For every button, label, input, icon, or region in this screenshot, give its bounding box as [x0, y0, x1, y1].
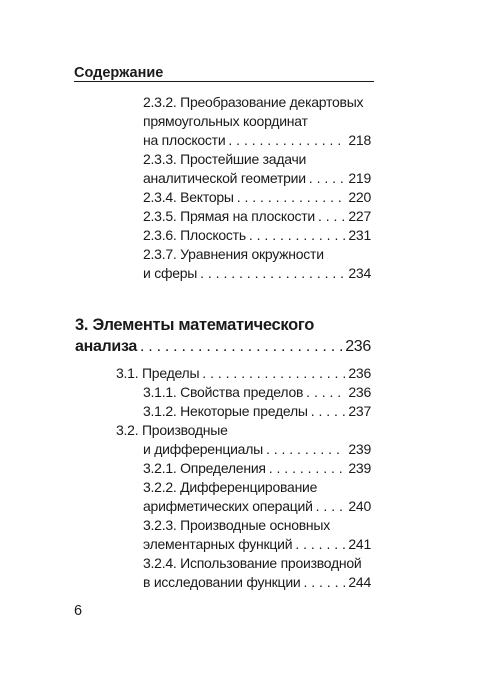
toc-entry[interactable] — [143, 207, 371, 226]
toc-entry-title: 2.3.5. Прямая на плоскости — [143, 208, 315, 224]
dot-leader — [140, 336, 342, 358]
toc-entry-title: 3.1.2. Некоторые пределы — [143, 403, 308, 419]
toc-entry-title: в исследовании функции — [143, 574, 301, 590]
toc-entry-title: и дифференциалы — [143, 441, 263, 457]
toc-entry[interactable] — [116, 364, 371, 383]
toc-entry-title: 3.2.1. Определения — [143, 460, 266, 476]
dot-leader — [318, 207, 345, 226]
toc-entry-page: 231 — [348, 227, 371, 243]
dot-leader — [316, 497, 346, 516]
toc-entry-title: 2.3.4. Векторы — [143, 189, 234, 205]
toc-line: 2.3.7. Уравнения окружности — [143, 246, 324, 262]
running-header: Содержание — [74, 65, 164, 81]
toc-entry[interactable] — [143, 497, 371, 516]
toc-entry-page: 227 — [348, 208, 371, 224]
toc-line: прямоугольных координат — [143, 113, 308, 129]
page-number: 6 — [74, 603, 83, 619]
dot-leader — [237, 188, 346, 207]
toc-line: 3.2.4. Использование производной — [143, 555, 362, 571]
toc-entry-page: 220 — [348, 189, 371, 205]
toc-entry-title: арифметических операций — [143, 498, 313, 514]
dot-leader — [311, 402, 346, 421]
toc-entry[interactable] — [143, 131, 371, 150]
dot-leader — [228, 131, 345, 150]
dot-leader — [295, 535, 345, 554]
chapter-page: 236 — [345, 338, 371, 355]
toc-line: 3.2.3. Производные основных — [143, 517, 330, 533]
toc-entry-page: 239 — [348, 460, 371, 476]
toc-entry[interactable] — [143, 264, 371, 283]
chapter-title: 3. Элементы математического — [75, 316, 315, 334]
dot-leader — [200, 264, 345, 283]
toc-entry-page: 236 — [348, 384, 371, 400]
toc-entry-title: 3.1.1. Свойства пределов — [143, 384, 304, 400]
toc-entry[interactable] — [143, 459, 371, 478]
toc-line: 2.3.3. Простейшие задачи — [143, 151, 307, 167]
dot-leader — [249, 226, 346, 245]
toc-entry-title: и сферы — [143, 265, 198, 281]
toc-entry-title: 3.1. Пределы — [116, 365, 200, 381]
toc-entry-page: 234 — [348, 265, 371, 281]
toc-entry-page: 241 — [348, 536, 371, 552]
toc-entry[interactable] — [143, 188, 371, 207]
toc-entry-title: элементарных функций — [143, 536, 293, 552]
dot-leader — [303, 573, 345, 592]
toc-entry[interactable] — [143, 440, 371, 459]
dot-leader — [266, 440, 345, 459]
toc-line: 2.3.2. Преобразование декартовых — [143, 94, 364, 110]
toc-entry[interactable] — [143, 573, 371, 592]
toc-line: 3.2. Производные — [116, 422, 228, 438]
toc-entry-title: аналитической геометрии — [143, 170, 306, 186]
toc-entry-page: 239 — [348, 441, 371, 457]
dot-leader — [202, 364, 345, 383]
toc-entry-page: 240 — [348, 498, 371, 514]
dot-leader — [306, 383, 345, 402]
toc-entry-title: на плоскости — [143, 132, 226, 148]
toc-entry-page: 218 — [348, 132, 371, 148]
toc-entry-title: 2.3.6. Плоскость — [143, 227, 246, 243]
toc-entry-page: 236 — [348, 365, 371, 381]
toc-entry-page: 219 — [348, 170, 371, 186]
toc-entry[interactable] — [143, 402, 371, 421]
toc-entry[interactable] — [143, 535, 371, 554]
dot-leader — [309, 169, 346, 188]
toc-entry[interactable] — [143, 226, 371, 245]
toc-entry-page: 244 — [348, 574, 371, 590]
chapter-entry[interactable] — [75, 336, 371, 358]
toc-entry[interactable] — [143, 383, 371, 402]
toc-entry-page: 237 — [348, 403, 371, 419]
toc-entry[interactable] — [143, 169, 371, 188]
chapter-title-cont: анализа — [75, 338, 138, 355]
toc-line: 3.2.2. Дифференцирование — [143, 479, 318, 495]
dot-leader — [269, 459, 346, 478]
